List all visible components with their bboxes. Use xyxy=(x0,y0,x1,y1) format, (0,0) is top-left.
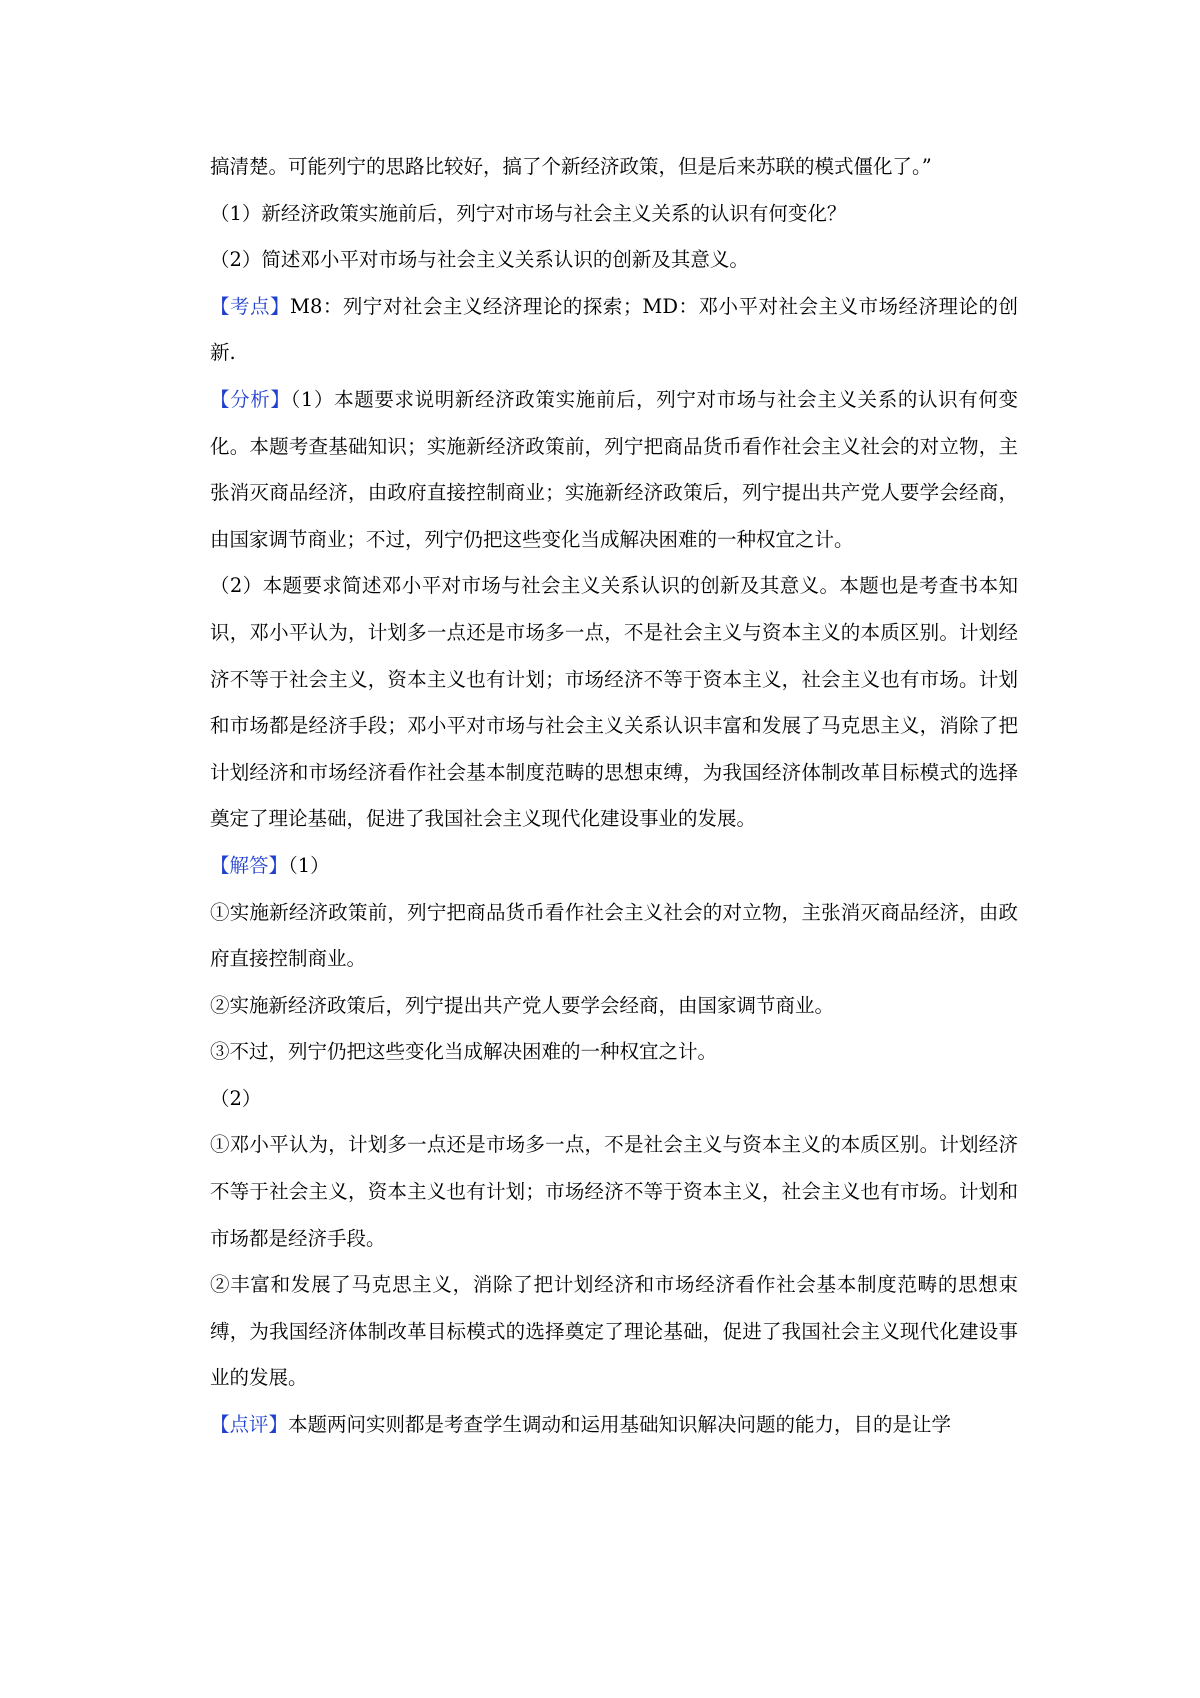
paragraph-text: M8：列宁对社会主义经济理论的探索；MD：邓小平对社会主义市场经济理论的创新. xyxy=(210,294,1018,365)
answer-1-point-3 xyxy=(210,1029,1018,1076)
paragraph-text: ③不过，列宁仍把这些变化当成解决困难的一种权宜之计。 xyxy=(210,1040,718,1064)
paragraph-text: （1）本题要求说明新经济政策实施前后，列宁对市场与社会主义关系的认识有何变化。本题考查基础知识；实施新经济政策前，列宁把商品货币看作社会主义社会的对立物，主张消灭商品经济，由政府直接控制商业；实施新经济政策后，列宁提出共产党人要学会经商，由国家调节商业；不过，列宁仍把这些变化当成解决困难的一种权宜之计。 xyxy=(210,387,1018,551)
paragraph-text: ②丰富和发展了马克思主义，消除了把计划经济和市场经济看作社会基本制度范畴的思想束缚，为我国经济体制改革目标模式的选择奠定了理论基础，促进了我国社会主义现代化建设事业的发展。 xyxy=(210,1273,1018,1390)
paragraph-text: （2）简述邓小平对市场与社会主义关系认识的创新及其意义。 xyxy=(210,248,749,272)
answer-1-point-1 xyxy=(210,890,1018,983)
question-2 xyxy=(210,237,1018,284)
paragraph-text: （1）新经济政策实施前后，列宁对市场与社会主义关系的认识有何变化？ xyxy=(210,201,847,225)
paragraph-text: （2）本题要求简述邓小平对市场与社会主义关系认识的创新及其意义。本题也是考查书本知识，邓小平认为，计划多一点还是市场多一点，不是社会主义与资本主义的本质区别。计划经济不等于社会主义，资本主义也有计划；市场经济不等于资本主义，社会主义也有市场。计划和市场都是经济手段；邓小平对市场与社会主义关系认识丰富和发展了马克思主义，消除了把计划经济和市场经济看作社会基本制度范畴的思想束缚，为我国经济体制改革目标模式的选择奠定了理论基础，促进了我国社会主义现代化建设事业的发展。 xyxy=(210,574,1018,831)
answer-2-point-1 xyxy=(210,1122,1018,1262)
paragraph-text: ①邓小平认为，计划多一点还是市场多一点，不是社会主义与资本主义的本质区别。计划经济不等于社会主义，资本主义也有计划；市场经济不等于资本主义，社会主义也有市场。计划和市场都是经济手段。 xyxy=(210,1133,1018,1250)
paragraph-text: 本题两问实则都是考查学生调动和运用基础知识解决问题的能力，目的是让学 xyxy=(288,1413,952,1437)
answer-1-point-2 xyxy=(210,983,1018,1030)
question-1 xyxy=(210,191,1018,238)
paragraph-text: （1） xyxy=(288,853,330,877)
document-page xyxy=(210,144,1018,1449)
kaodian-tag: 【考点】 xyxy=(210,294,291,318)
answer-2-heading xyxy=(210,1076,1018,1123)
fenxi-tag: 【分析】 xyxy=(210,387,291,411)
jieda-tag: 【解答】 xyxy=(210,853,289,877)
jieda-section xyxy=(210,843,1018,890)
paragraph-text: 搞清楚。可能列宁的思路比较好，搞了个新经济政策，但是后来苏联的模式僵化了。” xyxy=(210,155,932,178)
fenxi-part-2 xyxy=(210,563,1018,843)
dianping-section xyxy=(210,1402,1018,1449)
paragraph-text: ①实施新经济政策前，列宁把商品货币看作社会主义社会的对立物，主张消灭商品经济，由政府直接控制商业。 xyxy=(210,900,1018,971)
fenxi-section xyxy=(210,377,1018,563)
kaodian-section xyxy=(210,284,1018,377)
dianping-tag: 【点评】 xyxy=(210,1413,289,1437)
paragraph-quote-end xyxy=(210,144,1018,191)
paragraph-text: ②实施新经济政策后，列宁提出共产党人要学会经商，由国家调节商业。 xyxy=(210,993,835,1017)
paragraph-text: （2） xyxy=(210,1086,262,1110)
answer-2-point-2 xyxy=(210,1262,1018,1402)
